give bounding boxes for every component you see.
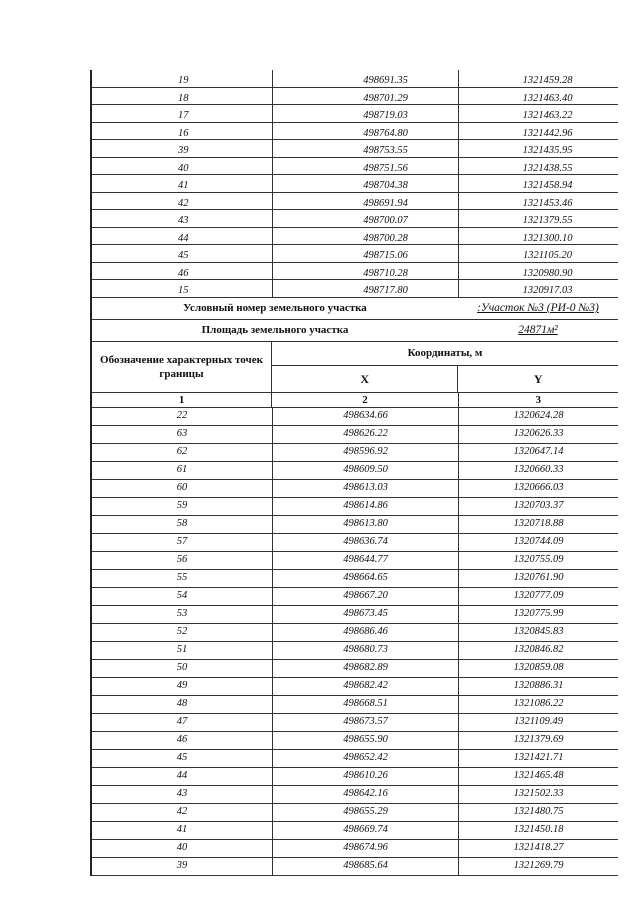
- point-cell: 39: [178, 145, 189, 156]
- table-row: [92, 660, 618, 678]
- point-cell: 22: [176, 409, 188, 421]
- coords-header-group: [272, 342, 618, 392]
- x-cell: 498753.55: [272, 140, 458, 157]
- table-header: [92, 342, 618, 393]
- column-number-3: 3: [458, 393, 618, 407]
- point-cell: 59: [176, 499, 188, 511]
- table-row: [92, 786, 618, 804]
- y-cell: 1321435.95: [458, 140, 618, 157]
- x-cell: 498680.73: [272, 642, 458, 659]
- table-row: [92, 750, 618, 768]
- x-cell: 498691.94: [272, 193, 458, 210]
- table-row: [92, 408, 618, 426]
- table-row: [92, 840, 618, 858]
- x-cell: 498686.46: [272, 624, 458, 641]
- point-cell: 41: [178, 180, 189, 191]
- point-cell: 19: [178, 75, 189, 86]
- point-cell: 17: [178, 110, 189, 121]
- y-cell: 1321450.18: [458, 822, 618, 839]
- x-cell: 498652.42: [272, 750, 458, 767]
- table-row: [92, 426, 618, 444]
- x-cell: 498674.96: [272, 840, 458, 857]
- table-row: [92, 498, 618, 516]
- column-numbers-row: [92, 393, 618, 408]
- y-cell: 1320666.03: [458, 480, 618, 497]
- y-cell: 1320886.31: [458, 678, 618, 695]
- point-cell: 45: [178, 250, 189, 261]
- x-cell: 498613.80: [272, 516, 458, 533]
- x-cell: 498613.03: [272, 480, 458, 497]
- point-cell: 61: [176, 463, 188, 475]
- y-cell: 1321418.27: [458, 840, 618, 857]
- table-row: [92, 263, 618, 281]
- x-cell: 498700.07: [272, 210, 458, 227]
- y-cell: 1321300.10: [458, 228, 618, 245]
- point-cell: 55: [176, 571, 188, 583]
- plot-area-row: [92, 320, 618, 342]
- point-cell: 51: [176, 643, 188, 655]
- y-cell: 1320660.33: [458, 462, 618, 479]
- table-row: [92, 822, 618, 840]
- x-cell: 498614.86: [272, 498, 458, 515]
- x-cell: 498682.42: [272, 678, 458, 695]
- y-cell: 1321379.69: [458, 732, 618, 749]
- plot-area-value: 24871м²: [518, 324, 558, 336]
- table-row: [92, 88, 618, 106]
- table-row: [92, 714, 618, 732]
- y-cell: 1320980.90: [458, 263, 618, 280]
- x-cell: 498710.28: [272, 263, 458, 280]
- table-row: [92, 732, 618, 750]
- point-cell: 45: [176, 751, 188, 763]
- table-row: [92, 804, 618, 822]
- x-cell: 498669.74: [272, 822, 458, 839]
- x-cell: 498664.65: [272, 570, 458, 587]
- x-cell: 498596.92: [272, 444, 458, 461]
- y-cell: 1321086.22: [458, 696, 618, 713]
- table-row: [92, 678, 618, 696]
- table-row: [92, 444, 618, 462]
- point-cell: 58: [176, 517, 188, 529]
- y-cell: 1320761.90: [458, 570, 618, 587]
- point-cell: 40: [176, 841, 188, 853]
- point-cell: 15: [178, 285, 189, 296]
- x-cell: 498673.57: [272, 714, 458, 731]
- table-row: [92, 462, 618, 480]
- column-number-2: 2: [271, 393, 457, 407]
- point-cell: 44: [176, 769, 188, 781]
- x-cell: 498667.20: [272, 588, 458, 605]
- table-row: [92, 588, 618, 606]
- point-cell: 62: [176, 445, 188, 457]
- y-cell: 1320755.09: [458, 552, 618, 569]
- y-cell: 1320917.03: [458, 280, 618, 297]
- x-cell: 498717.80: [272, 280, 458, 297]
- x-cell: 498704.38: [272, 175, 458, 192]
- table-row: [92, 140, 618, 158]
- coordinates-table: [90, 70, 618, 876]
- y-header: Y: [457, 366, 618, 392]
- y-cell: 1321269.79: [458, 858, 618, 875]
- y-cell: 1321421.71: [458, 750, 618, 767]
- x-cell: 498701.29: [272, 88, 458, 105]
- y-cell: 1321379.55: [458, 210, 618, 227]
- x-cell: 498719.03: [272, 105, 458, 122]
- table-row: [92, 280, 618, 298]
- y-cell: 1320647.14: [458, 444, 618, 461]
- y-cell: 1321442.96: [458, 123, 618, 140]
- y-cell: 1321502.33: [458, 786, 618, 803]
- y-cell: 1321105.20: [458, 245, 618, 262]
- y-cell: 1320775.99: [458, 606, 618, 623]
- table-row: [92, 858, 618, 876]
- xy-header-row: [272, 366, 618, 392]
- y-cell: 1320859.08: [458, 660, 618, 677]
- point-cell: 60: [176, 481, 188, 493]
- y-cell: 1321463.22: [458, 105, 618, 122]
- point-cell: 46: [178, 267, 189, 279]
- x-cell: 498715.06: [272, 245, 458, 262]
- x-cell: 498655.29: [272, 804, 458, 821]
- x-cell: 498764.80: [272, 123, 458, 140]
- table-row: [92, 516, 618, 534]
- y-cell: 1321109.49: [458, 714, 618, 731]
- point-cell: 47: [176, 715, 188, 727]
- point-cell: 53: [176, 607, 188, 619]
- table-row: [92, 480, 618, 498]
- table-row: [92, 534, 618, 552]
- x-header: X: [360, 371, 370, 386]
- bottom-rows-section: [92, 408, 618, 876]
- y-cell: 1320744.09: [458, 534, 618, 551]
- x-cell: 498751.56: [272, 158, 458, 175]
- plot-number-label: Условный номер земельного участка: [183, 302, 367, 314]
- y-cell: 1321465.48: [458, 768, 618, 785]
- x-cell: 498682.89: [272, 660, 458, 677]
- points-header: Обозначение характерных точек границы: [92, 342, 272, 392]
- point-cell: 63: [176, 427, 188, 439]
- y-cell: 1320624.28: [458, 408, 618, 425]
- point-cell: 43: [178, 215, 189, 226]
- y-cell: 1320845.83: [458, 624, 618, 641]
- y-cell: 1320846.82: [458, 642, 618, 659]
- table-row: [92, 158, 618, 176]
- point-cell: 52: [176, 625, 188, 637]
- table-row: [92, 228, 618, 246]
- point-cell: 54: [176, 589, 188, 601]
- x-cell: 498610.26: [272, 768, 458, 785]
- point-cell: 50: [176, 661, 188, 673]
- x-cell: 498668.51: [272, 696, 458, 713]
- table-row: [92, 768, 618, 786]
- y-cell: 1321463.40: [458, 88, 618, 105]
- point-cell: 49: [176, 679, 188, 691]
- table-row: [92, 245, 618, 263]
- point-cell: 48: [176, 697, 188, 709]
- point-cell: 43: [176, 787, 188, 799]
- x-cell: 498691.35: [272, 70, 458, 87]
- point-cell: 39: [176, 859, 188, 871]
- x-cell: 498626.22: [272, 426, 458, 443]
- x-cell: 498609.50: [272, 462, 458, 479]
- y-cell: 1320777.09: [458, 588, 618, 605]
- plot-number-value: :Участок №3 (РИ-0 №3): [477, 302, 599, 314]
- point-cell: 40: [178, 162, 189, 174]
- table-row: [92, 696, 618, 714]
- table-row: [92, 105, 618, 123]
- table-row: [92, 570, 618, 588]
- coords-header: Координаты, м: [272, 342, 618, 366]
- table-row: [92, 552, 618, 570]
- x-cell: 498655.90: [272, 732, 458, 749]
- y-cell: 1321480.75: [458, 804, 618, 821]
- table-row: [92, 70, 618, 88]
- x-cell: 498634.66: [272, 408, 458, 425]
- y-cell: 1320718.88: [458, 516, 618, 533]
- table-row: [92, 210, 618, 228]
- table-row: [92, 606, 618, 624]
- y-cell: 1320626.33: [458, 426, 618, 443]
- point-cell: 18: [178, 92, 189, 104]
- y-cell: 1321459.28: [458, 70, 618, 87]
- point-cell: 56: [176, 553, 188, 565]
- point-cell: 16: [178, 127, 189, 139]
- plot-area-label: Площадь земельного участка: [201, 324, 349, 336]
- plot-number-row: [92, 298, 618, 320]
- point-cell: 44: [178, 232, 189, 244]
- x-cell: 498644.77: [272, 552, 458, 569]
- y-cell: 1321438.55: [458, 158, 618, 175]
- y-cell: 1320703.37: [458, 498, 618, 515]
- x-cell: 498673.45: [272, 606, 458, 623]
- point-cell: 57: [176, 535, 188, 547]
- table-row: [92, 642, 618, 660]
- point-cell: 42: [178, 197, 189, 209]
- point-cell: 41: [176, 823, 188, 835]
- point-cell: 42: [176, 805, 188, 817]
- table-row: [92, 193, 618, 211]
- table-row: [92, 624, 618, 642]
- column-number-1: 1: [178, 393, 185, 406]
- y-cell: 1321453.46: [458, 193, 618, 210]
- x-cell: 498700.28: [272, 228, 458, 245]
- y-cell: 1321458.94: [458, 175, 618, 192]
- table-row: [92, 123, 618, 141]
- top-rows-section: [92, 70, 618, 298]
- table-row: [92, 175, 618, 193]
- x-cell: 498685.64: [272, 858, 458, 875]
- x-cell: 498642.16: [272, 786, 458, 803]
- x-cell: 498636.74: [272, 534, 458, 551]
- point-cell: 46: [176, 733, 188, 745]
